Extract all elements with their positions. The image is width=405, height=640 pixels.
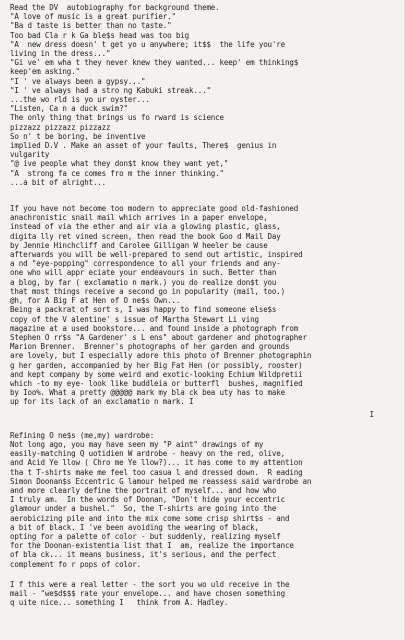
paragraph-wardrobe <box>10 431 396 569</box>
text-line: easily-matching Q uotidien W ardrobe - heavy on the red, olive, <box>10 449 286 459</box>
text-line: glamour under a bushel." So, the T-shirts are going into the <box>10 504 277 514</box>
text-line: The only thing that brings us fo rward is science <box>10 113 224 123</box>
text-line: "Ba d taste is better than no taste." <box>10 21 172 31</box>
text-line: tha t T-shirts make me feel too casua l and dressed down. R eading <box>10 467 303 477</box>
text-line: instead of via the ether and air via a glowing plastic, glass, <box>10 222 281 232</box>
text-line: copy of the V alentine' s issue of Martha Stewart Li ving <box>10 314 259 324</box>
text-line: digita lly ret vined screen, then read the book Goo d Mail Day <box>10 231 281 241</box>
text-line: and kept company by some weird and exotic-looking Echium Wildpretii <box>10 369 303 379</box>
text-line: Refining O ne$s (me,my) wardrobe: <box>10 430 155 440</box>
text-line: afterwards you will be well-prepared to send out artistic, inspired <box>10 250 303 260</box>
text-line: mail - "we$d$$$ rate your envelope... and have chosen something <box>10 588 286 598</box>
text-line: by Jennie Hinchcliff and Carolee Gilligan W heeler be cause <box>10 240 268 250</box>
text-line: "A strong fa ce comes fro m the inner thinking." <box>10 168 224 178</box>
text-line: aerobicizing pile and into the mix come some crisp shirt$s - and <box>10 513 290 523</box>
text-line: which -to my eye- look like buddleia or butterfl bushes, magnified <box>10 378 303 388</box>
text-line: If you have not become too modern to appreciate good old-fashioned <box>10 204 299 214</box>
text-line: up for its lack of an exclamatio n mark. I <box>10 397 194 407</box>
text-line: "Gi ve' em wha t they never knew they wanted... keep' em thinking$ <box>10 58 299 68</box>
text-line: by Ioo%. What a pretty @@@@@ mark my bla ck bea uty has to make <box>10 388 286 398</box>
text-line: a nd "eye-popping" correspondence to all your friends and any- <box>10 259 281 269</box>
text-line: Read the DV autobiography for background theme. <box>10 3 220 12</box>
text-line: I truly am. In the words of Doonan, "Don't hide your eccentric <box>10 495 286 505</box>
text-line: pizzazz pizzazz pizzazz <box>10 122 111 132</box>
text-line: "A love of music is a great purifier." <box>10 12 176 22</box>
text-line: for the Doonan-existentia list that I am, realize the importance <box>10 541 294 551</box>
text-line: that most things receive a second go in popularity (mail, too.) <box>10 286 286 296</box>
text-line: a bit of black. I 've been avoiding the wearing of black, <box>10 522 259 532</box>
text-line: "@ ive people what they don$t know they want yet," <box>10 159 229 169</box>
paragraph-letter <box>10 580 396 608</box>
text-line: So n' t be boring, be inventive <box>10 131 146 141</box>
text-line: Not long ago, you may have seen my "P aint" drawings of my <box>10 439 264 449</box>
text-line: opting for a palette of color - but suddenly, realizing myself <box>10 531 281 541</box>
text-line: ...the wo rld is yo ur oyster... <box>10 95 150 105</box>
text-line: "I ' ve always had a stro ng Kabuki streak..." <box>10 85 211 95</box>
text-line: Simon Doonan$s Eccentric G lamour helped me reassess said wardrobe an <box>10 476 312 486</box>
text-line: "A new dress doesn' t get yo u anywhere; it$$ the life you're <box>10 39 286 49</box>
text-line: @h, for A Big F at Hen of O ne$s Own... <box>10 296 181 306</box>
text-line: and more clearly define the portrait of myself... and how who <box>10 485 277 495</box>
paragraph-quotes <box>10 3 396 187</box>
text-line: anachronistic snail mail which arrives in a paper envelope, <box>10 213 268 223</box>
paragraph-snail-mail <box>10 204 396 406</box>
text-line: I f this were a real letter - the sort you wo uld receive in the <box>10 579 290 589</box>
text-cursor-mark: I <box>369 409 374 419</box>
text-line: of bla ck... it means business, it's serious, and the perfect <box>10 550 277 560</box>
text-line: and Acid Ye llow ( Chro me Ye llow?)... it has come to my attention <box>10 458 303 468</box>
text-line: are lovely, but I especially adore this photo of Brenner photographin <box>10 351 312 361</box>
text-line: "I ' ve always been a gypsy..." <box>10 76 146 86</box>
text-line: Marion Brenner. Brenner's photographs of her garden and grounds <box>10 342 290 352</box>
text-line: "Listen, Ca n a duck swim?" <box>10 104 128 114</box>
text-line: ...a bit of alright... <box>10 177 107 187</box>
text-line: magazine at a used bookstore... and found inside a photograph from <box>10 323 299 333</box>
text-line: living in the dress..." <box>10 49 111 59</box>
text-line: vulgarity <box>10 150 50 160</box>
text-line: Too bad Cla r k Ga ble$s head was too big <box>10 30 189 40</box>
text-line: complement fo r pops of color. <box>10 559 141 569</box>
text-line: Stephen O rr$s "A Gardener' s L ens" about gardener and photographer <box>10 332 307 342</box>
text-line: implied D.V . Make an asset of your faults, There$ genius in <box>10 141 277 151</box>
text-line: Being a packrat of sort s, I was happy to find someone else$s <box>10 305 277 315</box>
text-line: keep'em asking." <box>10 67 80 77</box>
text-line: a blog, by far ( exclamatio n mark.) you do realize don$t you <box>10 277 277 287</box>
text-line: one who will appr eciate your endeavours in such. Better than <box>10 268 277 278</box>
text-line: g her garden, accompanied by her Big Fat Hen (or possibly, rooster) <box>10 360 303 370</box>
text-line: q uite nice... something I think from A. Hadley. <box>10 598 229 608</box>
